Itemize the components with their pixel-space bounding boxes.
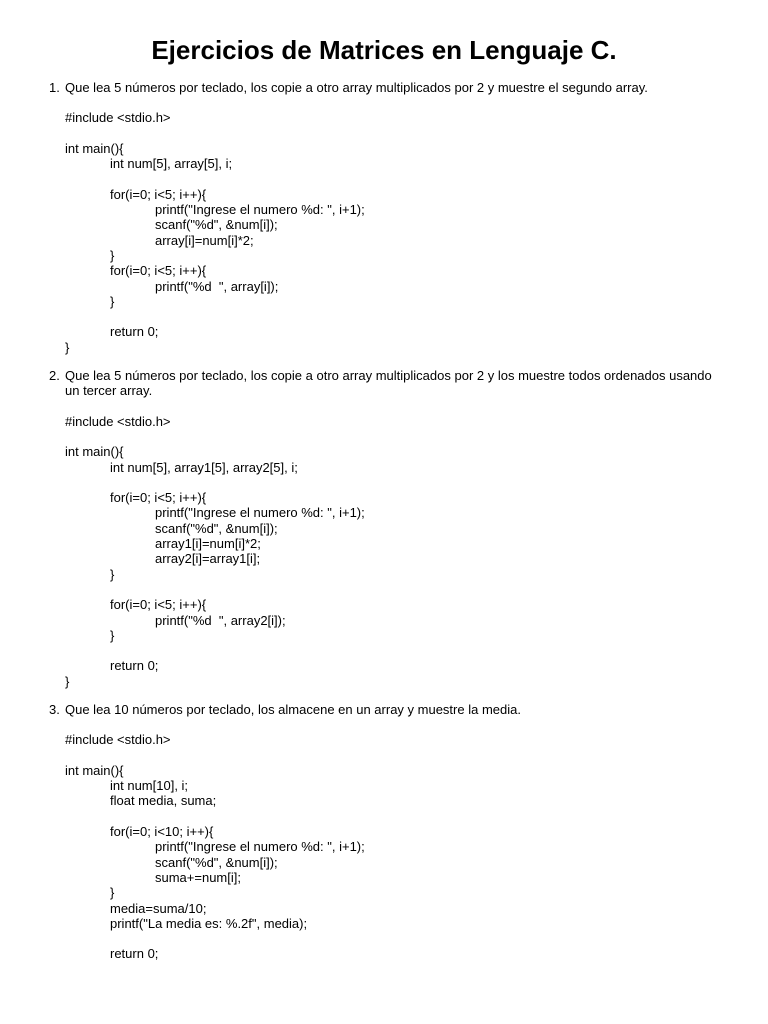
code-line: for(i=0; i<5; i++){ (110, 186, 207, 202)
code-line (0, 931, 768, 946)
code-line: #include <stdio.h> (65, 413, 171, 429)
code-line: array[i]=num[i]*2; (155, 232, 254, 248)
code-line: return 0; (110, 946, 159, 962)
code-line: int num[5], array1[5], array2[5], i; (110, 459, 298, 475)
code-line (0, 643, 768, 658)
exercise-prompt: Que lea 10 números por teclado, los almacene en un array y muestre la media. (65, 701, 521, 717)
code-block (0, 110, 768, 355)
code-line (0, 309, 768, 324)
code-line: int main(){ (65, 444, 124, 460)
code-line: scanf("%d", &num[i]); (155, 520, 278, 536)
code-block (0, 732, 768, 961)
exercise-number: 1. (49, 80, 60, 95)
code-line: #include <stdio.h> (65, 732, 171, 748)
exercise-prompt: Que lea 5 números por teclado, los copie a otro array multiplicados por 2 y los muestre todos ordenados usando un tercer array. (65, 368, 712, 399)
code-line: for(i=0; i<5; i++){ (110, 263, 207, 279)
code-line (0, 748, 768, 763)
code-line: float media, suma; (110, 793, 217, 809)
code-line: printf("%d ", array2[i]); (155, 612, 286, 628)
code-line: array1[i]=num[i]*2; (155, 536, 261, 552)
exercise-item (0, 702, 768, 962)
code-line: printf("%d ", array[i]); (155, 278, 279, 294)
code-line: } (110, 627, 115, 643)
code-line: suma+=num[i]; (155, 869, 241, 885)
exercise-item (0, 80, 768, 355)
code-line: } (110, 293, 115, 309)
code-line: media=suma/10; (110, 900, 207, 916)
code-line: array2[i]=array1[i]; (155, 551, 261, 567)
code-line: } (65, 673, 70, 689)
code-line (0, 429, 768, 444)
exercise-number: 2. (49, 368, 60, 384)
exercise-prompt: Que lea 5 números por teclado, los copie a otro array multiplicados por 2 y muestre el segundo array. (65, 80, 648, 95)
code-line: } (110, 566, 115, 582)
page-title: Ejercicios de Matrices en Lenguaje C. (151, 35, 617, 65)
exercise-list (0, 80, 768, 975)
code-line: printf("La media es: %.2f", media); (110, 915, 308, 931)
code-line: scanf("%d", &num[i]); (155, 854, 278, 870)
code-line: int main(){ (65, 140, 124, 156)
code-line: } (110, 885, 115, 901)
code-line: printf("Ingrese el numero %d: ", i+1); (155, 505, 365, 521)
exercise-prompt-row (0, 80, 768, 95)
exercise-prompt-row (0, 702, 768, 717)
code-line: for(i=0; i<5; i++){ (110, 490, 207, 506)
code-line (0, 809, 768, 824)
code-line: for(i=0; i<5; i++){ (110, 597, 207, 613)
code-line (0, 475, 768, 490)
code-line: printf("Ingrese el numero %d: ", i+1); (155, 202, 365, 218)
code-block (0, 414, 768, 689)
code-line: return 0; (110, 658, 159, 674)
code-line: } (65, 339, 70, 355)
code-line (0, 171, 768, 186)
code-line: return 0; (110, 324, 159, 340)
code-line: int num[10], i; (110, 778, 189, 794)
code-line: scanf("%d", &num[i]); (155, 217, 278, 233)
exercise-prompt-row (0, 368, 768, 399)
code-line: #include <stdio.h> (65, 110, 171, 126)
code-line: } (110, 247, 115, 263)
code-line: for(i=0; i<10; i++){ (110, 824, 214, 840)
exercise-number: 3. (49, 701, 60, 717)
code-line: int main(){ (65, 762, 124, 778)
code-line (0, 582, 768, 597)
code-line: int num[5], array[5], i; (110, 156, 233, 172)
exercise-item (0, 368, 768, 689)
code-line: printf("Ingrese el numero %d: ", i+1); (155, 839, 365, 855)
code-line (0, 126, 768, 141)
